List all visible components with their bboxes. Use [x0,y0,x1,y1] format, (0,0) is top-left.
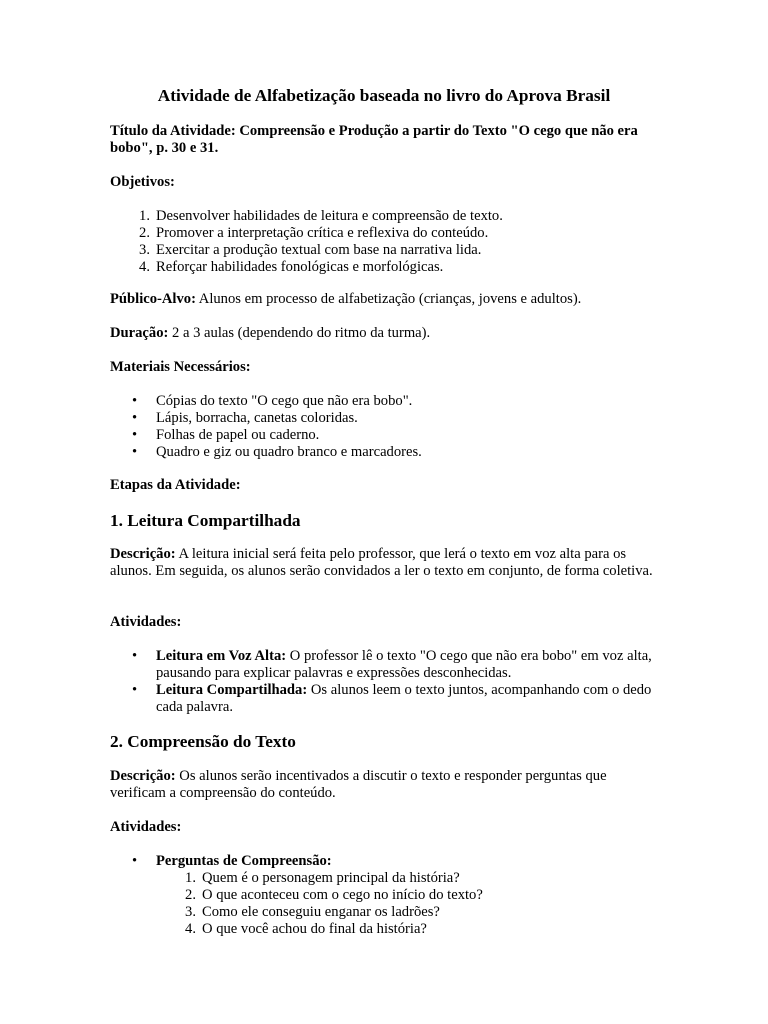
list-item: • Perguntas de Compreensão: 1. Quem é o personagem principal da história? 2. O que aconteceu com o cego no início do texto? 3. Como ele conseguiu enganar os ladrões? 4. O que você achou do final da história? [110,853,660,938]
list-item: 2. Promover a interpretação crítica e reflexiva do conteúdo. [139,225,489,241]
section1-heading: 1. Leitura Compartilhada [110,511,301,530]
audience-paragraph: Público-Alvo: Alunos em processo de alfabetização (crianças, jovens e adultos). [110,291,582,307]
document-title: Atividade de Alfabetização baseada no livro do Aprova Brasil [157,86,611,105]
bullet-icon: • [132,648,138,664]
section2-description: Descrição: Os alunos serão incentivados a discutir o texto e responder perguntas que verificam a compreensão do conteúdo. [110,768,607,801]
list-item: • Quadro e giz ou quadro branco e marcadores. [132,444,422,460]
list-item: 1. Desenvolver habilidades de leitura e compreensão de texto. [139,208,503,224]
bullet-icon: • [132,410,138,426]
list-item: 3. Exercitar a produção textual com base na narrativa lida. [139,242,482,258]
list-item: • Cópias do texto "O cego que não era bobo". [132,393,413,409]
section1-activities-heading: Atividades: [110,614,182,630]
bullet-icon: • [132,444,138,460]
objectives-list [110,208,660,276]
section2-activities-heading: Atividades: [110,819,182,835]
bullet-icon: • [132,393,138,409]
bullet-icon: • [132,427,138,443]
list-item: • Leitura Compartilhada: Os alunos leem o texto juntos, acompanhando com o dedo cada palavra. [132,682,652,715]
objectives-heading: Objetivos: [110,174,175,190]
list-item: 1. Quem é o personagem principal da história? [185,870,460,886]
section1-description: Descrição: A leitura inicial será feita pelo professor, que lerá o texto em voz alta para os alunos. Em seguida, os alunos serão convidados a ler o texto em conjunto, de forma coletiva. [110,546,653,579]
section1-activities-list [110,648,660,716]
list-item: 3. Como ele conseguiu enganar os ladrões? [185,904,440,920]
list-item: 4. O que você achou do final da história? [185,921,427,937]
bullet-icon: • [132,682,138,698]
list-item: • Leitura em Voz Alta: O professor lê o texto "O cego que não era bobo" em voz alta, pausando para explicar palavras e expressões desconhecidas. [132,648,652,681]
steps-heading: Etapas da Atividade: [110,477,241,493]
list-item: 4. Reforçar habilidades fonológicas e morfológicas. [139,259,444,275]
bullet-icon: • [132,853,138,869]
activity-title: Título da Atividade: Compreensão e Produção a partir do Texto "O cego que não era bobo", p. 30 e 31. [110,123,638,156]
list-item: • Lápis, borracha, canetas coloridas. [132,410,358,426]
questions-list [156,870,660,938]
materials-heading: Materiais Necessários: [110,359,251,375]
section2-activities-list [110,853,660,938]
section2-heading: 2. Compreensão do Texto [110,732,296,751]
duration-paragraph: Duração: 2 a 3 aulas (dependendo do ritmo da turma). [110,325,431,341]
list-item: 2. O que aconteceu com o cego no início do texto? [185,887,483,903]
list-item: • Folhas de papel ou caderno. [132,427,320,443]
materials-list [110,393,660,461]
